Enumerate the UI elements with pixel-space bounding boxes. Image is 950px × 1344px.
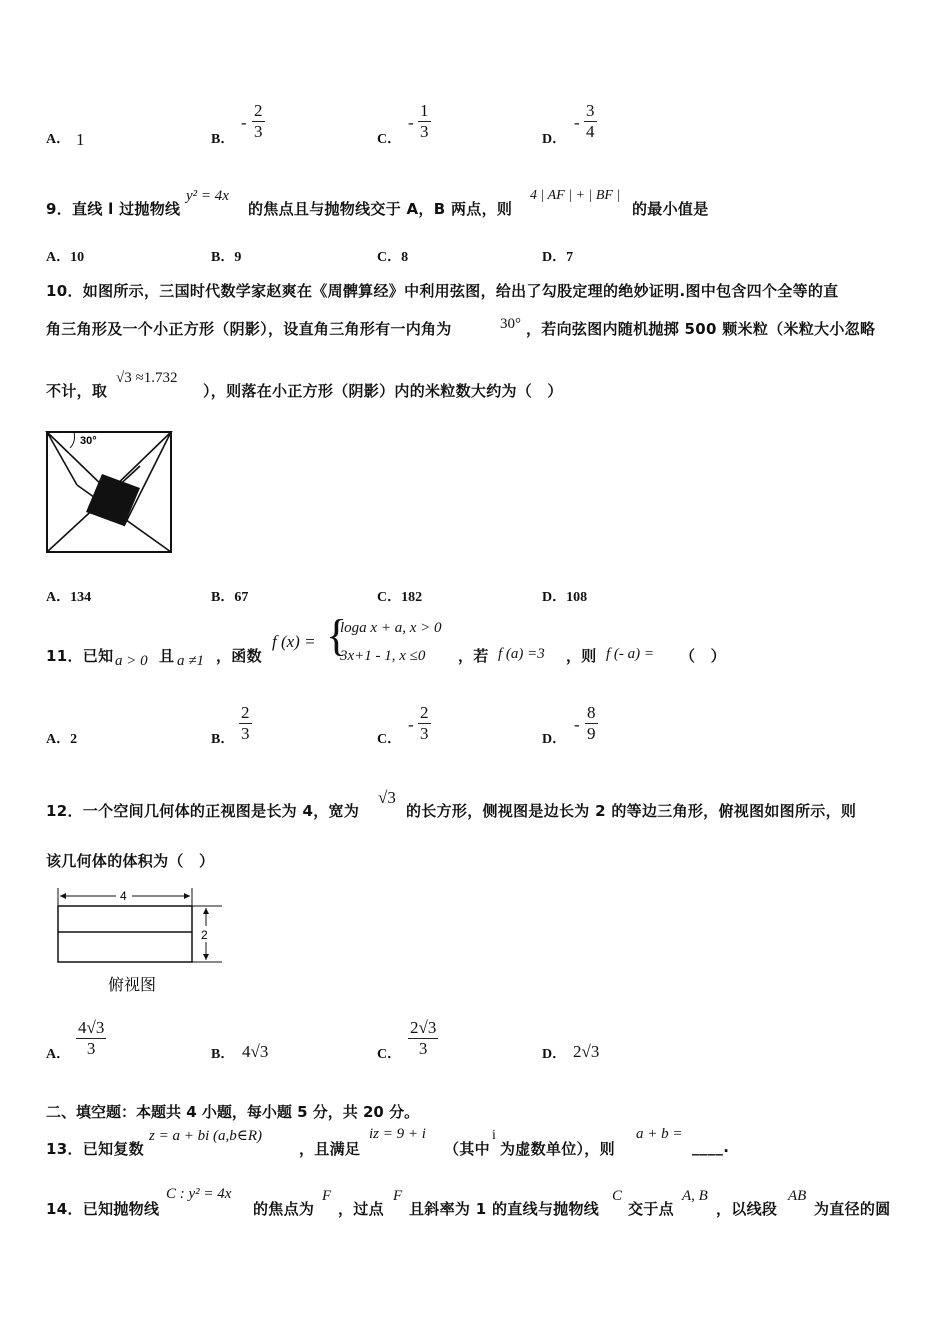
q13-text-part2: ，且满足 [299, 1140, 361, 1158]
q12-option-c-label: C． [377, 1047, 402, 1062]
q12-sqrt3: √3 [378, 788, 396, 807]
piecewise-brace: { [326, 611, 348, 660]
q14-parabola-c: C [612, 1188, 623, 1204]
q14-focus-f2: F [393, 1188, 403, 1204]
denominator: 3 [420, 724, 429, 743]
q10-angle: 30° [500, 316, 521, 332]
numerator: 2 [420, 703, 429, 722]
q10-option-c: C．182 [377, 590, 423, 605]
q11-option-b-label: B． [211, 732, 235, 747]
numerator: 2√3 [410, 1018, 437, 1037]
denominator: 3 [418, 1039, 428, 1058]
q11-option-d-label: D． [542, 732, 567, 747]
q14-parabola: C : y² = 4x [166, 1186, 232, 1202]
q11-text-part3: ，函数 [216, 647, 262, 665]
shaded-small-square [86, 474, 140, 526]
numerator: 1 [420, 101, 429, 120]
q10-option-a: A．134 [46, 590, 92, 605]
dimension-4-label: 4 [120, 889, 127, 903]
q9-option-b: B．9 [211, 250, 242, 265]
q9-option-d: D．7 [542, 250, 574, 265]
q8-option-c-fraction [418, 101, 431, 142]
denominator: 4 [586, 122, 595, 141]
zhao-shuang-diagram [44, 428, 176, 556]
q11-case-1: loga x + a, x > 0 [340, 620, 442, 636]
q12-option-b-label: B． [211, 1047, 235, 1062]
q12-option-a-label: A． [46, 1047, 71, 1062]
q8-option-a-value: 1 [76, 130, 85, 149]
q14-text-part2: 的焦点为 [253, 1200, 315, 1218]
q10-option-d: D．108 [542, 590, 588, 605]
q10-approximation: √3 ≈1.732 [116, 370, 178, 386]
numerator: 2 [241, 703, 250, 722]
q14-text-part3: ，过点 [338, 1200, 384, 1218]
q11-text-part2: 且 [159, 647, 175, 665]
q11-text-part6: （ ） [680, 647, 726, 665]
angle-arc [70, 432, 75, 448]
minus-sign: - [241, 113, 247, 132]
q12-text-part1: 12．一个空间几何体的正视图是长为 4，宽为 [46, 802, 360, 820]
q11-text-part1: 11．已知 [46, 647, 114, 665]
q11-function-name: f (x) = [272, 632, 316, 651]
q14-text-part5: 交于点 [628, 1200, 674, 1218]
q9-option-c: C．8 [377, 250, 409, 265]
q8-option-c-label: C． [377, 132, 402, 147]
q14-text-part1: 14．已知抛物线 [46, 1200, 160, 1218]
q8-option-b-label: B． [211, 132, 235, 147]
q14-text-part4: 且斜率为 1 的直线与抛物线 [409, 1200, 600, 1218]
q13-answer-blank[interactable]: ____. [692, 1138, 730, 1156]
q11-text-part5: ，则 [566, 647, 597, 665]
numerator: 3 [586, 101, 595, 120]
q9-text-part1: 9．直线 l 过抛物线 [46, 200, 181, 218]
q12-option-c-fraction [408, 1018, 438, 1059]
top-view-rectangle [58, 906, 192, 962]
q8-option-b-fraction [252, 101, 265, 142]
q13-text-part1: 13．已知复数 [46, 1140, 144, 1158]
q10-line2-part2: ，若向弦图内随机抛掷 500 颗米粒（米粒大小忽略 [526, 320, 876, 338]
q11-option-d-fraction [585, 703, 598, 744]
top-view-caption: 俯视图 [108, 975, 157, 994]
section-2-heading: 二、填空题：本题共 4 小题，每小题 5 分，共 20 分。 [46, 1103, 420, 1121]
q11-case-2: 3x+1 - 1, x ≤0 [340, 648, 426, 664]
numerator: 4√3 [78, 1018, 105, 1037]
dimension-2-label: 2 [201, 928, 208, 942]
q12-option-a-fraction [76, 1018, 106, 1059]
minus-sign: - [408, 715, 414, 734]
q13-text-part4: 为虚数单位），则 [500, 1140, 615, 1158]
q8-option-d-label: D． [542, 132, 567, 147]
q13-complex-number: z = a + bi (a,b∈R) [149, 1128, 263, 1144]
q14-points: A, B [682, 1188, 708, 1204]
denominator: 9 [587, 724, 596, 743]
q9-option-a: A．10 [46, 250, 85, 265]
denominator: 3 [241, 724, 250, 743]
q11-text-part4: ，若 [458, 647, 489, 665]
q11-condition-fa: f (a) =3 [498, 646, 545, 662]
angle-label: 30° [80, 435, 97, 447]
triangle-top-left-edge [47, 432, 77, 485]
minus-sign: - [574, 113, 580, 132]
q12-line2: 该几何体的体积为（ ） [46, 852, 215, 870]
q9-equation-parabola: y² = 4x [186, 188, 229, 204]
q8-option-a-label: A． [46, 132, 71, 147]
q11-condition-a-not-one: a ≠1 [177, 653, 204, 669]
q10-option-b: B．67 [211, 590, 249, 605]
q9-text-part2: 的焦点且与抛物线交于 A，B 两点，则 [248, 200, 513, 218]
q11-option-b-fraction [239, 703, 252, 744]
q12-text-part2: 的长方形，侧视图是边长为 2 的等边三角形，俯视图如图所示，则 [406, 802, 857, 820]
minus-sign: - [408, 113, 414, 132]
q13-imaginary-unit: i [492, 1128, 496, 1143]
dim-arrow-bottom [203, 954, 209, 960]
q10-line3-part1: 不计，取 [46, 382, 108, 400]
denominator: 3 [420, 122, 429, 141]
q8-option-d-fraction [584, 101, 597, 142]
q11-option-a: A．2 [46, 732, 78, 747]
q11-option-c-fraction [418, 703, 431, 744]
q11-condition-a-positive: a > 0 [115, 653, 148, 669]
q9-text-part3: 的最小值是 [632, 200, 709, 218]
dim-arrow-top [203, 908, 209, 914]
numerator: 2 [254, 101, 263, 120]
q13-equation: iz = 9 + i [369, 1126, 426, 1142]
q12-option-d-value: 2√3 [573, 1042, 600, 1061]
triangle-right-edge [124, 432, 171, 526]
q10-line2-part1: 角三角形及一个小正方形（阴影），设直角三角形有一内角为 [46, 320, 452, 338]
q11-option-c-label: C． [377, 732, 402, 747]
dim-arrow-left [60, 893, 66, 899]
denominator: 3 [86, 1039, 96, 1058]
denominator: 3 [254, 122, 263, 141]
q14-text-part6: ，以线段 [716, 1200, 778, 1218]
numerator: 8 [587, 703, 596, 722]
top-view-figure [50, 884, 228, 994]
dim-arrow-right [184, 893, 190, 899]
q14-text-part7: 为直径的圆 [814, 1200, 891, 1218]
q14-segment: AB [788, 1188, 807, 1204]
q10-line1: 10．如图所示，三国时代数学家赵爽在《周髀算经》中利用弦图，给出了勾股定理的绝妙证明.图中包含四个全等的直 [46, 282, 839, 300]
q11-target: f (- a) = [606, 646, 655, 662]
q13-target: a + b = [636, 1126, 683, 1142]
q9-expression: 4 | AF | + | BF | [530, 188, 621, 203]
q12-option-d-label: D． [542, 1047, 567, 1062]
q10-line3-part2: ），则落在小正方形（阴影）内的米粒数大约为（ ） [203, 382, 563, 400]
q14-focus-f1: F [322, 1188, 332, 1204]
minus-sign: - [574, 715, 580, 734]
q13-text-part3: （其中 [444, 1140, 490, 1158]
q12-option-b-value: 4√3 [242, 1042, 269, 1061]
